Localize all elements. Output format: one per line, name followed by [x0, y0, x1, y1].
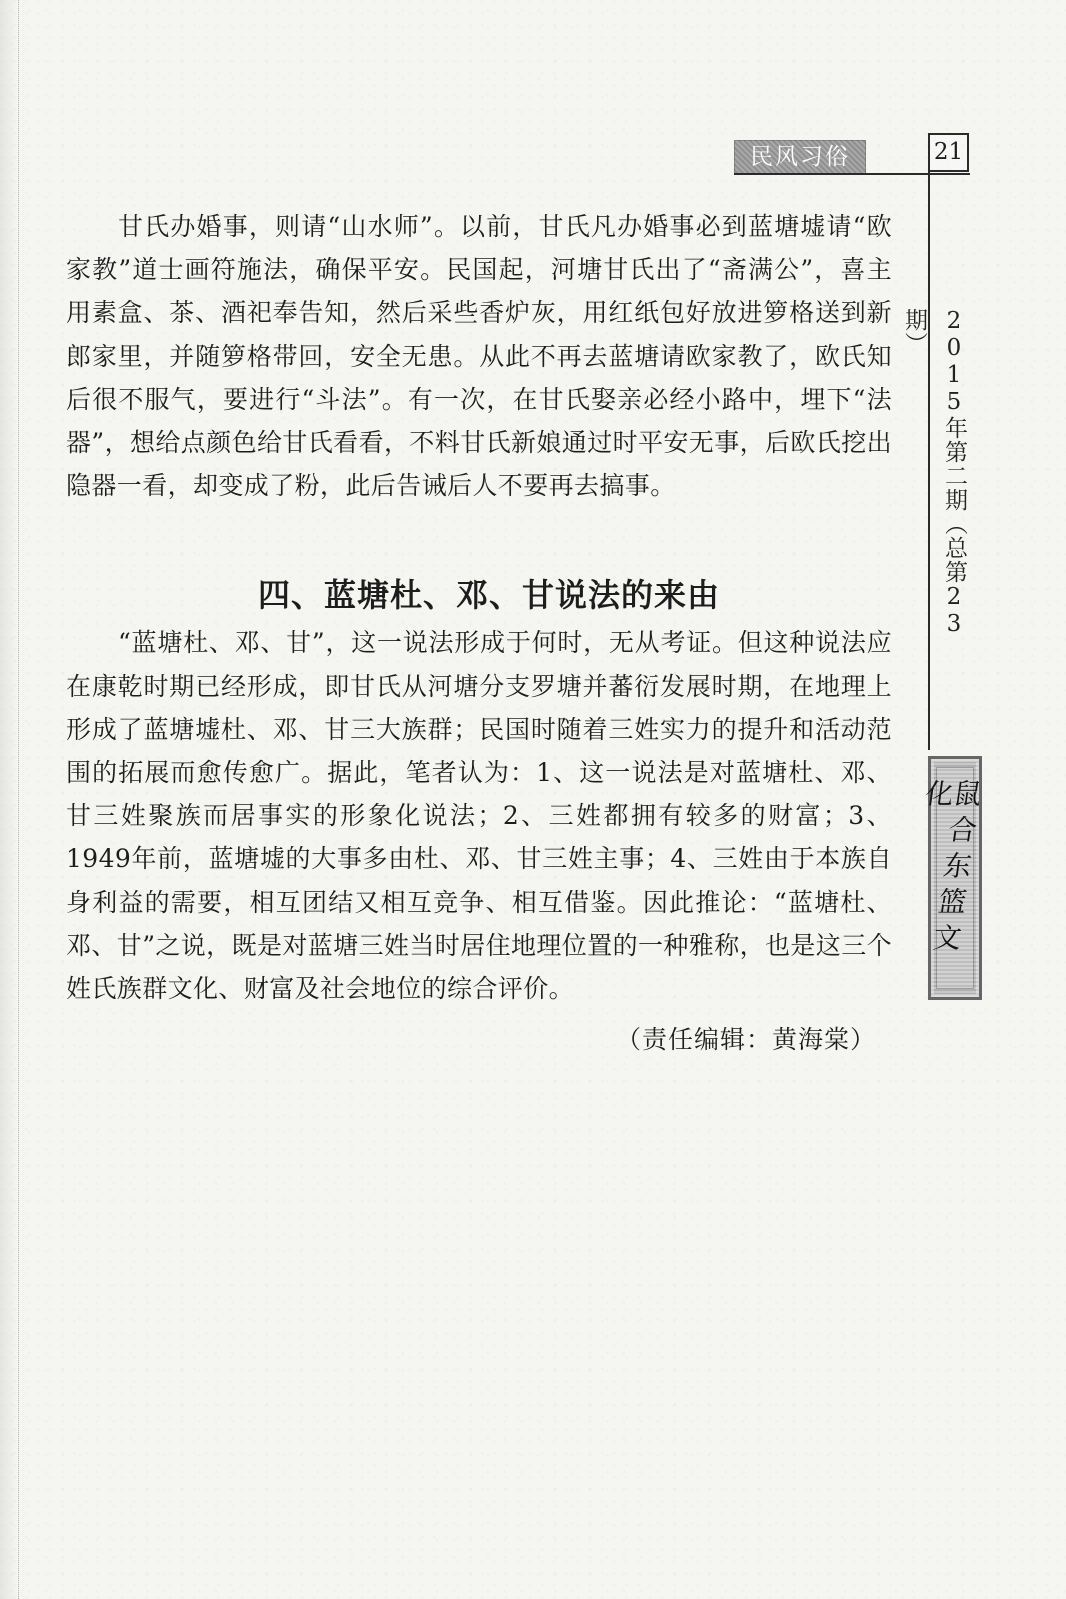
article-content — [66, 205, 892, 1060]
issue-label: 2015年第二期（总第23期） — [901, 308, 967, 638]
seal-calligraphy: 鼠合东篮文化 — [918, 779, 985, 959]
left-page-edge — [0, 0, 19, 1599]
section-title: 四、蓝塘杜、邓、甘说法的来由 — [257, 576, 720, 615]
margin-rule — [928, 172, 930, 750]
header-rule — [734, 173, 970, 175]
editor-note: （责任编辑：黄海棠） — [615, 1025, 876, 1055]
calligraphy-seal-panel — [918, 756, 985, 1000]
section-label: 民风习俗 — [734, 140, 866, 174]
article-paragraph-2: “蓝塘杜、邓、甘”，这一说法形成于何时，无从考证。但这种说法应在康乾时期已经形成，即甘氏从河塘分支罗塘并蕃衍发展时期，在地理上形成了蓝塘墟杜、邓、甘三大族群；民国时随着三姓实力的提升和活动范围的拓展而愈传愈广。据此，笔者认为：1、这一说法是对蓝塘杜、邓、甘三姓聚族而居事实的形象化说法；2、三姓都拥有较多的财富；3、1949年前，蓝塘墟的大事多由杜、邓、甘三姓主事；4、三姓由于本族自身利益的需要，相互团结又相互竞争、相互借鉴。因此推论：“蓝塘杜、邓、甘”之说，既是对蓝塘三姓当时居住地理位置的一种雅称，也是这三个姓氏族群文化、财富及社会地位的综合评价。 — [66, 628, 892, 1004]
article-paragraph-1: 甘氏办婚事，则请“山水师”。以前，甘氏凡办婚事必到蓝塘墟请“欧家教”道士画符施法，确保平安。民国起，河塘甘氏出了“斋满公”，喜主用素盒、茶、酒祀奉告知，然后采些香炉灰，用红纸包好放进箩格送到新郎家里，并随箩格带回，安全无患。从此不再去蓝塘请欧家教了，欧氏知后很不服气，要进行“斗法”。有一次，在甘氏娶亲必经小路中，埋下“法器”，想给点颜色给甘氏看看，不料甘氏新娘通过时平安无事，后欧氏挖出隐器一看，却变成了粉，此后告诫后人不要再去搞事。 — [66, 212, 892, 501]
page-number: 21 — [928, 133, 969, 172]
